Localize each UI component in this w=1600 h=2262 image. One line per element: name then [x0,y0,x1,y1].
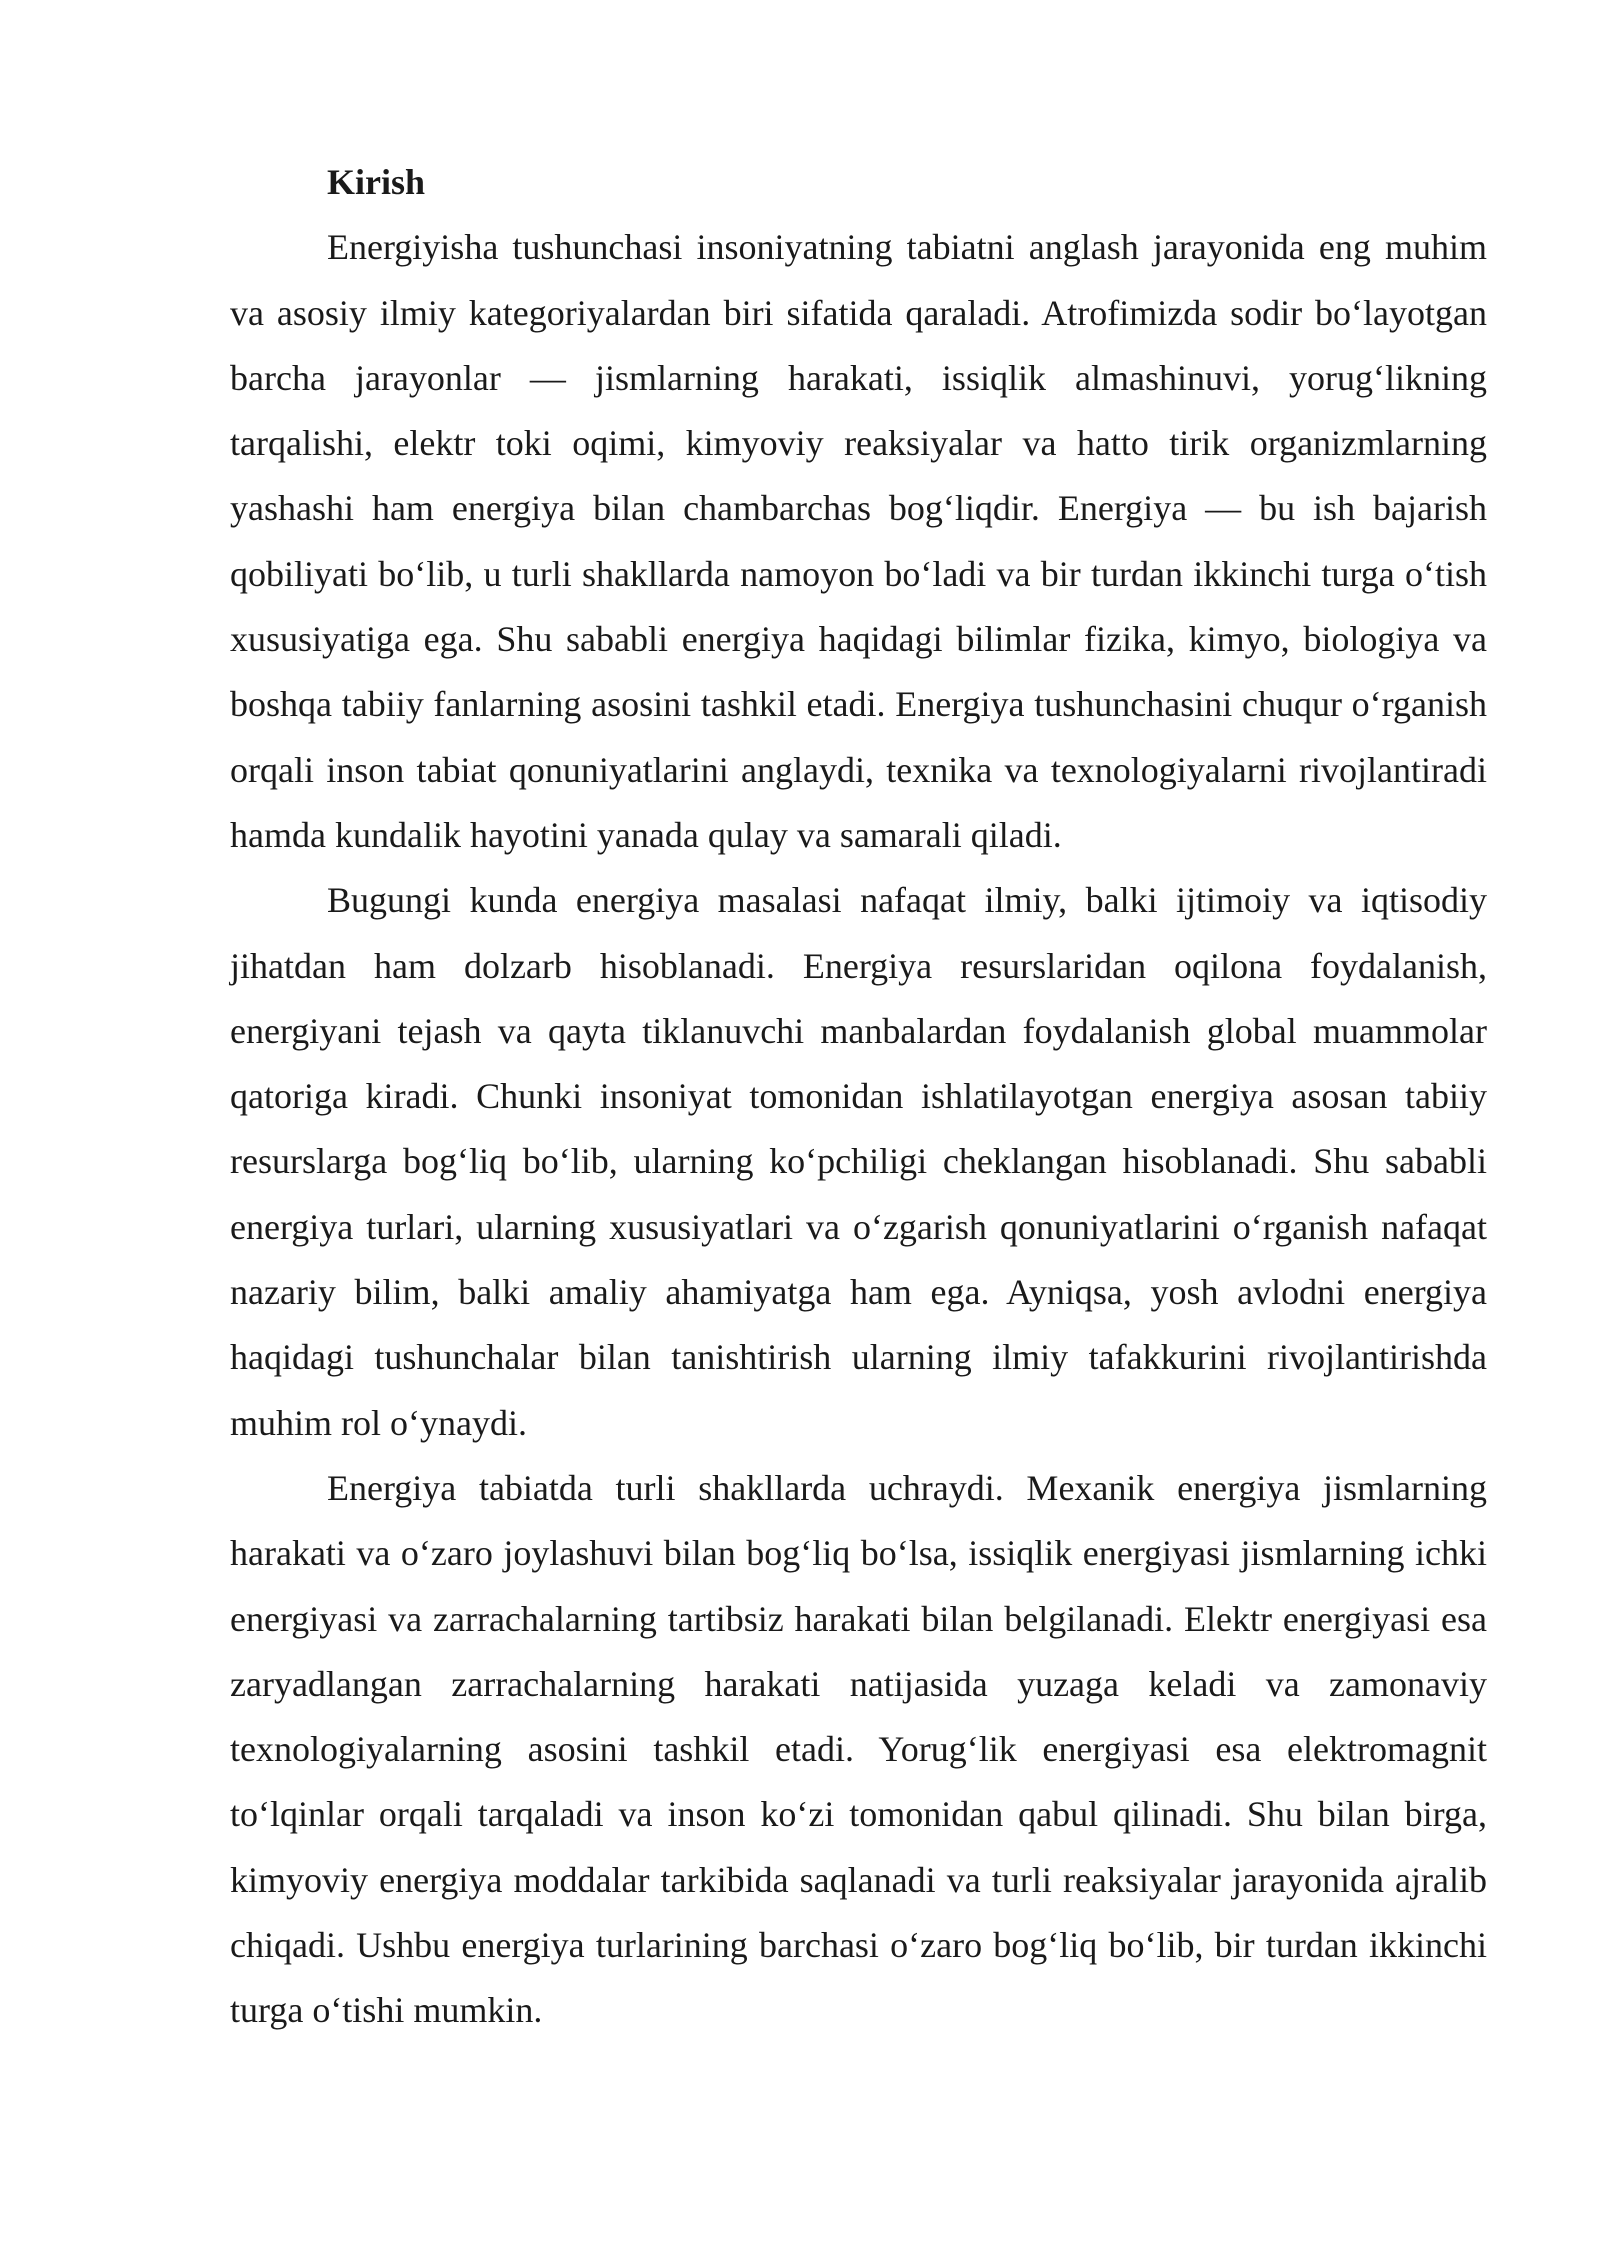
section-heading: Kirish [327,162,426,202]
paragraph-1: Energiyisha tushunchasi insoniyatning tabiatni anglash jarayonida eng muhim va asosiy ilmiy kategoriyalardan biri sifatida qaraladi. Atrofimizda sodir bo‘layotgan barcha jarayonlar — jismlarning harakati, issiqlik almashinuvi, yorug‘likning tarqalishi, elektr toki oqimi, kimyoviy reaksiyalar va hatto tirik organizmlarning yashashi ham energiya bilan chambarchas bog‘liqdir. Energiya — bu ish bajarish qobiliyati bo‘lib, u turli shakllarda namoyon bo‘ladi va bir turdan ikkinchi turga o‘tish xususiyatiga ega. Shu sababli energiya haqidagi bilimlar fizika, kimyo, biologiya va boshqa tabiiy fanlarning asosini tashkil etadi. Energiya tushunchasini chuqur o‘rganish orqali inson tabiat qonuniyatlarini anglaydi, texnika va texnologiyalarni rivojlantiradi hamda kundalik hayotini yanada qulay va samarali qiladi. [230,227,1487,855]
paragraph-2: Bugungi kunda energiya masalasi nafaqat ilmiy, balki ijtimoiy va iqtisodiy jihatdan ham dolzarb hisoblanadi. Energiya resurslaridan oqilona foydalanish, energiyani tejash va qayta tiklanuvchi manbalardan foydalanish global muammolar qatoriga kiradi. Chunki insoniyat tomonidan ishlatilayotgan energiya asosan tabiiy resurslarga bog‘liq bo‘lib, ularning ko‘pchiligi cheklangan hisoblanadi. Shu sababli energiya turlari, ularning xususiyatlari va o‘zgarish qonuniyatlarini o‘rganish nafaqat nazariy bilim, balki amaliy ahamiyatga ham ega. Ayniqsa, yosh avlodni energiya haqidagi tushunchalar bilan tanishtirish ularning ilmiy tafakkurini rivojlantirishda muhim rol o‘ynaydi. [230,880,1487,1443]
paragraph-3: Energiya tabiatda turli shakllarda uchraydi. Mexanik energiya jismlarning harakati va o‘zaro joylashuvi bilan bog‘liq bo‘lsa, issiqlik energiyasi jismlarning ichki energiyasi va zarrachalarning tartibsiz harakati bilan belgilanadi. Elektr energiyasi esa zaryadlangan zarrachalarning harakati natijasida yuzaga keladi va zamonaviy texnologiyalarning asosini tashkil etadi. Yorug‘lik energiyasi esa elektromagnit to‘lqinlar orqali tarqaladi va inson ko‘zi tomonidan qabul qilinadi. Shu bilan birga, kimyoviy energiya moddalar tarkibida saqlanadi va turli reaksiyalar jarayonida ajralib chiqadi. Ushbu energiya turlarining barchasi o‘zaro bog‘liq bo‘lib, bir turdan ikkinchi turga o‘tishi mumkin. [230,1467,1487,2031]
document-body [230,150,1487,2044]
